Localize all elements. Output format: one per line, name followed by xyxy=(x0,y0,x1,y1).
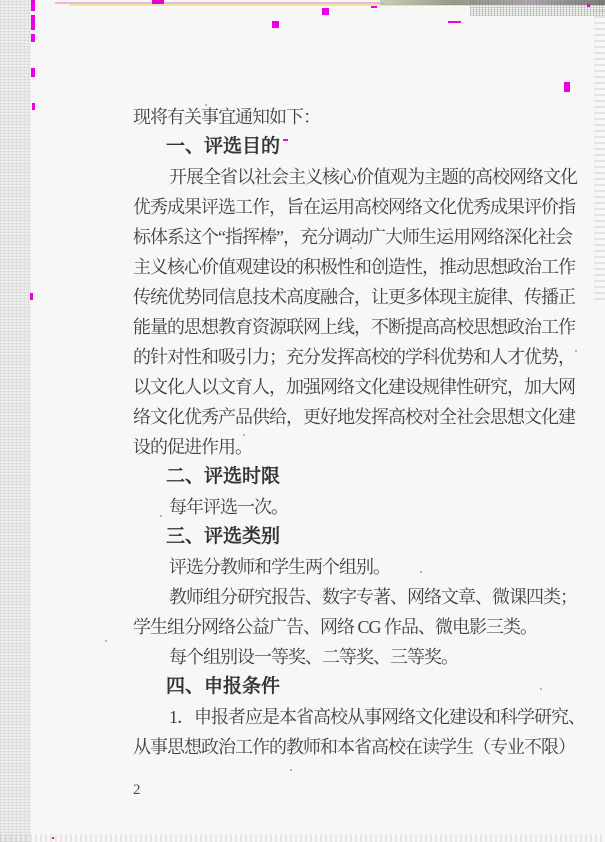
text-line: 教师组分研究报告、数字专著、网络文章、微课四类； xyxy=(169,587,577,607)
section-heading: 三、评选类别 xyxy=(166,526,281,547)
text-line: 以文化人以文育人，加强网络文化建设规律性研究，加大网 xyxy=(133,377,575,397)
scan-speck xyxy=(290,769,292,771)
scan-dash-mark xyxy=(31,15,35,30)
text-line: 标体系这个“指挥棒”，充分调动广大师生运用网络深化社会 xyxy=(133,227,572,247)
scan-line-mark xyxy=(448,21,461,23)
scan-stripe-dark xyxy=(380,0,605,5)
text-line: 设的促进作用。 xyxy=(133,437,252,457)
scan-stripe-magenta xyxy=(152,0,164,4)
text-line: 现将有关事宜通知如下： xyxy=(133,107,320,127)
scan-square-mark xyxy=(272,21,279,28)
text-line: 评选分教师和学生两个组别。 xyxy=(169,557,390,577)
section-heading: 二、评选时限 xyxy=(166,466,281,487)
scan-dash-mark xyxy=(31,0,35,11)
scan-edge-noise-right xyxy=(594,0,605,300)
scan-dash-mark xyxy=(31,34,35,42)
scan-dash-mark xyxy=(32,103,35,110)
text-line: 能量的思想教育资源联网上线，不断提高高校思想政治工作 xyxy=(133,317,575,337)
text-line: 传统优势同信息技术高度融合，让更多体现主旋律、传播正 xyxy=(133,287,575,307)
text-line: 主义核心价值观建设的积极性和创造性，推动思想政治工作 xyxy=(133,257,575,277)
scan-speck xyxy=(105,640,107,642)
text-line: 开展全省以社会主义核心价值观为主题的高校网络文化 xyxy=(169,167,577,187)
scan-dash-mark xyxy=(31,68,35,77)
text-line: 的针对性和吸引力；充分发挥高校的学科优势和人才优势， xyxy=(133,347,575,367)
scan-square-mark xyxy=(564,82,570,92)
text-line: 络文化优秀产品供给，更好地发挥高校对全社会思想文化建 xyxy=(133,407,575,427)
scan-edge-noise-left xyxy=(0,0,31,842)
scan-speck xyxy=(575,350,577,352)
scan-square-mark xyxy=(322,8,329,15)
text-line: 每个组别设一等奖、二等奖、三等奖。 xyxy=(169,647,458,667)
scan-dot-mark xyxy=(52,837,54,839)
text-line: 1．申报者应是本省高校从事网络文化建设和科学研究、 xyxy=(169,707,585,727)
scan-edge-noise-bottom xyxy=(0,834,605,842)
text-line: 学生组分网络公益广告、网络 CG 作品、微电影三类。 xyxy=(133,617,538,637)
text-line: 优秀成果评选工作，旨在运用高校网络文化优秀成果评价指 xyxy=(133,197,575,217)
section-heading: 一、评选目的 xyxy=(166,136,281,157)
text-line: 从事思想政治工作的教师和本省高校在读学生（专业不限） xyxy=(133,737,575,757)
document-body xyxy=(133,102,585,762)
scan-dash-mark xyxy=(371,6,377,8)
text-line: 每年评选一次。 xyxy=(169,497,288,517)
scan-dot-mark xyxy=(587,4,590,7)
scan-dash-mark xyxy=(30,293,33,300)
page-number: 2 xyxy=(133,782,141,798)
section-heading: 四、申报条件 xyxy=(166,676,281,697)
